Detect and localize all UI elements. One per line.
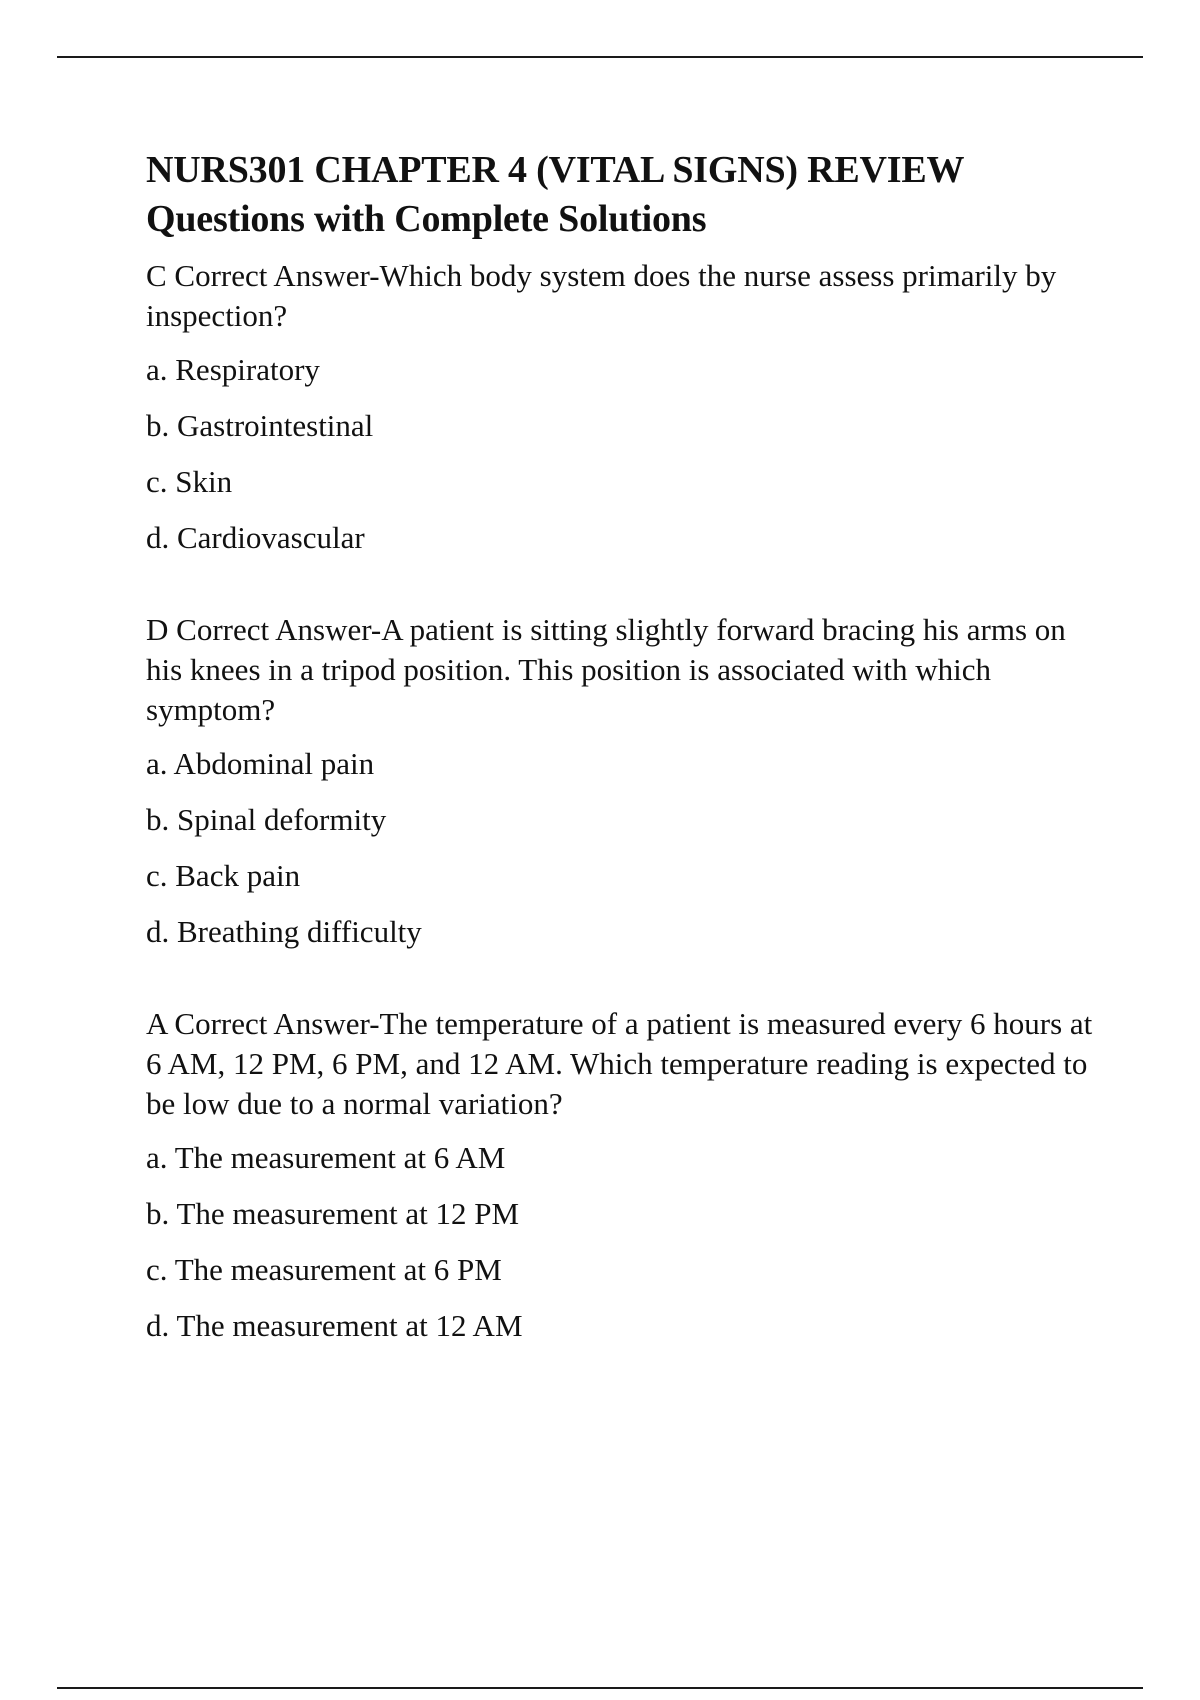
answer-option: a. Abdominal pain (146, 746, 375, 781)
answer-option: b. Spinal deformity (146, 802, 387, 837)
document-title: NURS301 CHAPTER 4 (VITAL SIGNS) REVIEW Questions with Complete Solutions (146, 149, 964, 240)
answer-option: d. The measurement at 12 AM (146, 1308, 523, 1343)
question-3 (146, 1004, 1106, 1346)
answer-option: b. Gastrointestinal (146, 408, 374, 443)
question-2 (146, 610, 1106, 952)
answer-option: a. Respiratory (146, 352, 320, 387)
question-1 (146, 256, 1106, 558)
answer-option: c. Back pain (146, 858, 301, 893)
answer-option: b. The measurement at 12 PM (146, 1196, 520, 1231)
document-body (146, 146, 1106, 1362)
answer-option: a. The measurement at 6 AM (146, 1140, 506, 1175)
header-rule (57, 56, 1143, 58)
answer-option: d. Breathing difficulty (146, 914, 422, 949)
answer-option: d. Cardiovascular (146, 520, 365, 555)
question-prompt: A Correct Answer-The temperature of a patient is measured every 6 hours at 6 AM, 12 PM, 6 PM, and 12 AM. Which temperature reading is expected to be low due to a normal variation? (146, 1006, 1093, 1121)
answer-option: c. The measurement at 6 PM (146, 1252, 502, 1287)
footer-rule (57, 1687, 1143, 1689)
question-prompt: C Correct Answer-Which body system does the nurse assess primarily by inspection? (146, 258, 1057, 333)
answer-option: c. Skin (146, 464, 233, 499)
question-prompt: D Correct Answer-A patient is sitting slightly forward bracing his arms on his knees in a tripod position. This position is associated with which symptom? (146, 612, 1066, 727)
